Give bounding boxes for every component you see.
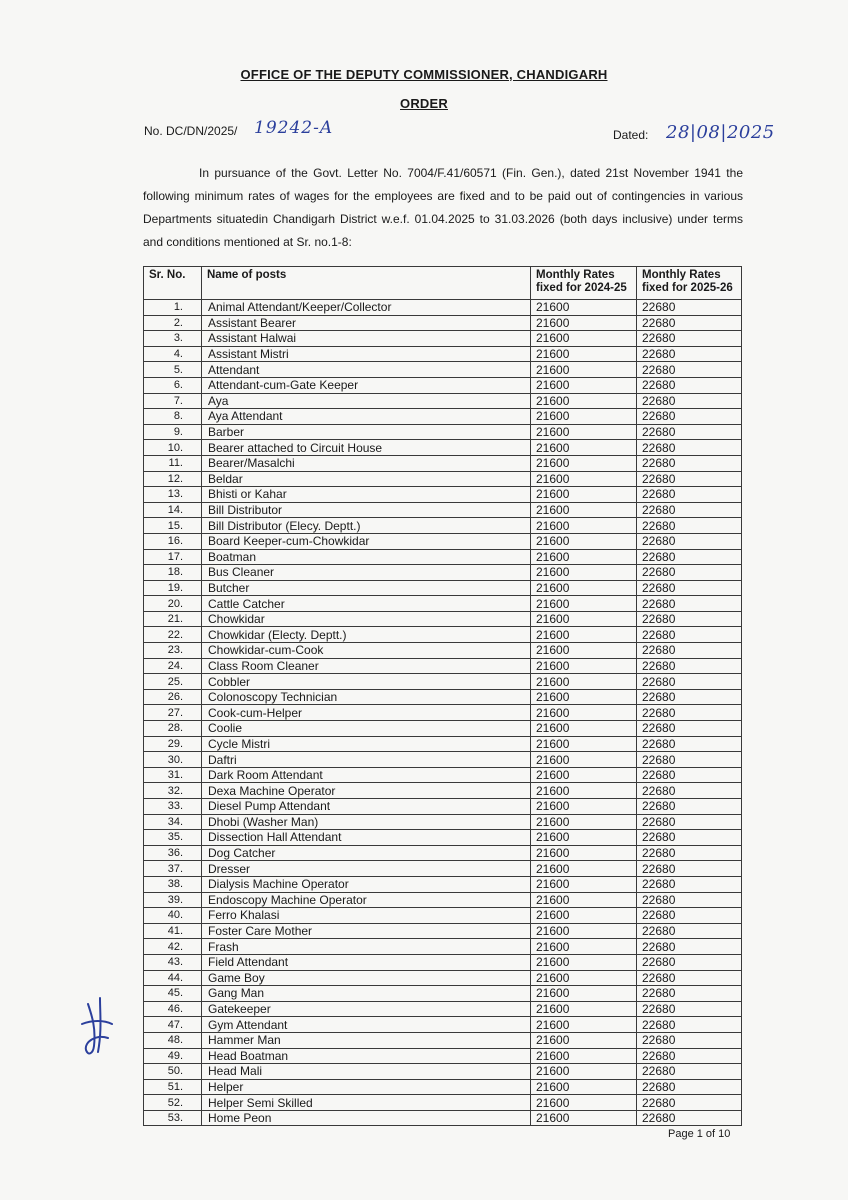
post-name-cell: Home Peon (202, 1110, 531, 1126)
table-row (144, 986, 742, 1002)
rate-2025-cell: 22680 (637, 627, 742, 643)
post-name-cell: Attendant (202, 362, 531, 378)
table-row (144, 1110, 742, 1126)
sr-cell: 52. (144, 1095, 202, 1111)
sr-cell: 16. (144, 533, 202, 549)
table-row (144, 783, 742, 799)
table-header-row (144, 267, 742, 300)
post-name-cell: Bill Distributor (202, 502, 531, 518)
post-name-cell: Dissection Hall Attendant (202, 830, 531, 846)
rate-2024-cell: 21600 (531, 908, 637, 924)
sr-cell: 3. (144, 331, 202, 347)
table-row (144, 658, 742, 674)
post-name-cell: Hammer Man (202, 1032, 531, 1048)
sr-cell: 28. (144, 721, 202, 737)
sr-cell: 47. (144, 1017, 202, 1033)
table-row (144, 611, 742, 627)
rate-2024-cell: 21600 (531, 736, 637, 752)
post-name-cell: Board Keeper-cum-Chowkidar (202, 533, 531, 549)
post-name-cell: Colonoscopy Technician (202, 689, 531, 705)
table-row (144, 580, 742, 596)
sr-cell: 32. (144, 783, 202, 799)
post-name-cell: Assistant Bearer (202, 315, 531, 331)
table-row (144, 300, 742, 316)
table-row (144, 845, 742, 861)
sr-cell: 18. (144, 565, 202, 581)
post-name-cell: Field Attendant (202, 954, 531, 970)
rate-2025-cell: 22680 (637, 393, 742, 409)
rate-2025-cell: 22680 (637, 658, 742, 674)
table-row (144, 923, 742, 939)
rate-2025-cell: 22680 (637, 596, 742, 612)
post-name-cell: Bhisti or Kahar (202, 487, 531, 503)
sr-cell: 26. (144, 689, 202, 705)
rate-2025-cell: 22680 (637, 736, 742, 752)
sr-cell: 13. (144, 487, 202, 503)
sr-cell: 21. (144, 611, 202, 627)
rate-2025-cell: 22680 (637, 986, 742, 1002)
rate-2024-cell: 21600 (531, 1079, 637, 1095)
date-handwritten: 28|08|2025 (666, 122, 775, 143)
post-name-cell: Beldar (202, 471, 531, 487)
rate-2024-cell: 21600 (531, 455, 637, 471)
rate-2024-cell: 21600 (531, 1032, 637, 1048)
rate-2024-cell: 21600 (531, 518, 637, 534)
rate-2025-cell: 22680 (637, 611, 742, 627)
table-row (144, 1064, 742, 1080)
table-row (144, 549, 742, 565)
table-row (144, 721, 742, 737)
rate-2025-cell: 22680 (637, 502, 742, 518)
table-row (144, 346, 742, 362)
sr-cell: 43. (144, 954, 202, 970)
rate-2025-cell: 22680 (637, 487, 742, 503)
post-name-cell: Gym Attendant (202, 1017, 531, 1033)
table-row (144, 1079, 742, 1095)
sr-cell: 50. (144, 1064, 202, 1080)
table-row (144, 908, 742, 924)
post-name-cell: Attendant-cum-Gate Keeper (202, 377, 531, 393)
signature-mark (78, 994, 118, 1064)
table-row (144, 643, 742, 659)
table-row (144, 471, 742, 487)
rate-2024-cell: 21600 (531, 876, 637, 892)
rate-2024-cell: 21600 (531, 487, 637, 503)
sr-cell: 30. (144, 752, 202, 768)
sr-cell: 39. (144, 892, 202, 908)
wage-rates-table (143, 266, 742, 1126)
rate-2024-cell: 21600 (531, 440, 637, 456)
table-body (144, 300, 742, 1126)
table-row (144, 377, 742, 393)
sr-cell: 31. (144, 767, 202, 783)
post-name-cell: Helper Semi Skilled (202, 1095, 531, 1111)
rate-2025-cell: 22680 (637, 923, 742, 939)
rate-2024-cell: 21600 (531, 1064, 637, 1080)
rate-2024-cell: 21600 (531, 1048, 637, 1064)
rate-2025-cell: 22680 (637, 1032, 742, 1048)
rate-2024-cell: 21600 (531, 346, 637, 362)
rate-2025-cell: 22680 (637, 908, 742, 924)
post-name-cell: Dog Catcher (202, 845, 531, 861)
rate-2024-cell: 21600 (531, 861, 637, 877)
rate-2025-cell: 22680 (637, 814, 742, 830)
rate-2025-cell: 22680 (637, 721, 742, 737)
post-name-cell: Head Boatman (202, 1048, 531, 1064)
sr-cell: 19. (144, 580, 202, 596)
table-row (144, 954, 742, 970)
table-row (144, 424, 742, 440)
sr-cell: 46. (144, 1001, 202, 1017)
rate-2025-cell: 22680 (637, 845, 742, 861)
post-name-cell: Helper (202, 1079, 531, 1095)
table-row (144, 752, 742, 768)
sr-cell: 23. (144, 643, 202, 659)
rate-2025-cell: 22680 (637, 1079, 742, 1095)
post-name-cell: Ferro Khalasi (202, 908, 531, 924)
post-name-cell: Dresser (202, 861, 531, 877)
col-header-rate-2024: Monthly Rates fixed for 2024-25 (531, 267, 637, 300)
post-name-cell: Cobbler (202, 674, 531, 690)
sr-cell: 9. (144, 424, 202, 440)
rate-2024-cell: 21600 (531, 643, 637, 659)
order-heading: ORDER (400, 96, 448, 111)
sr-cell: 7. (144, 393, 202, 409)
rate-2025-cell: 22680 (637, 362, 742, 378)
rate-2024-cell: 21600 (531, 767, 637, 783)
rate-2024-cell: 21600 (531, 502, 637, 518)
rate-2025-cell: 22680 (637, 861, 742, 877)
order-paragraph (143, 162, 743, 254)
col-header-sr: Sr. No. (144, 267, 202, 300)
post-name-cell: Aya Attendant (202, 409, 531, 425)
post-name-cell: Assistant Mistri (202, 346, 531, 362)
post-name-cell: Animal Attendant/Keeper/Collector (202, 300, 531, 316)
rate-2025-cell: 22680 (637, 970, 742, 986)
sr-cell: 20. (144, 596, 202, 612)
rate-2025-cell: 22680 (637, 799, 742, 815)
table-row (144, 799, 742, 815)
rate-2024-cell: 21600 (531, 565, 637, 581)
table-row (144, 939, 742, 955)
sr-cell: 48. (144, 1032, 202, 1048)
post-name-cell: Butcher (202, 580, 531, 596)
sr-cell: 25. (144, 674, 202, 690)
rate-2025-cell: 22680 (637, 377, 742, 393)
table-row (144, 409, 742, 425)
col-header-rate-2025: Monthly Rates fixed for 2025-26 (637, 267, 742, 300)
table-row (144, 876, 742, 892)
rate-2025-cell: 22680 (637, 767, 742, 783)
table-row (144, 315, 742, 331)
rate-2024-cell: 21600 (531, 799, 637, 815)
rate-2024-cell: 21600 (531, 845, 637, 861)
rate-2025-cell: 22680 (637, 783, 742, 799)
rate-2025-cell: 22680 (637, 705, 742, 721)
rate-2025-cell: 22680 (637, 1110, 742, 1126)
rate-2024-cell: 21600 (531, 721, 637, 737)
rate-2024-cell: 21600 (531, 1001, 637, 1017)
rate-2025-cell: 22680 (637, 409, 742, 425)
sr-cell: 34. (144, 814, 202, 830)
sr-cell: 11. (144, 455, 202, 471)
sr-cell: 45. (144, 986, 202, 1002)
rate-2024-cell: 21600 (531, 300, 637, 316)
post-name-cell: Assistant Halwai (202, 331, 531, 347)
table-row (144, 393, 742, 409)
sr-cell: 22. (144, 627, 202, 643)
rate-2025-cell: 22680 (637, 1095, 742, 1111)
sr-cell: 35. (144, 830, 202, 846)
table-row (144, 1048, 742, 1064)
rate-2025-cell: 22680 (637, 892, 742, 908)
post-name-cell: Head Mali (202, 1064, 531, 1080)
sr-cell: 42. (144, 939, 202, 955)
sr-cell: 2. (144, 315, 202, 331)
post-name-cell: Cattle Catcher (202, 596, 531, 612)
rate-2024-cell: 21600 (531, 611, 637, 627)
sr-cell: 24. (144, 658, 202, 674)
post-name-cell: Cook-cum-Helper (202, 705, 531, 721)
post-name-cell: Dark Room Attendant (202, 767, 531, 783)
rate-2024-cell: 21600 (531, 533, 637, 549)
table-row (144, 1032, 742, 1048)
rate-2024-cell: 21600 (531, 970, 637, 986)
table-row (144, 455, 742, 471)
post-name-cell: Chowkidar (202, 611, 531, 627)
table-row (144, 674, 742, 690)
rate-2024-cell: 21600 (531, 892, 637, 908)
rate-2025-cell: 22680 (637, 424, 742, 440)
post-name-cell: Game Boy (202, 970, 531, 986)
sr-cell: 33. (144, 799, 202, 815)
reference-number-handwritten: 19242-A (254, 118, 334, 138)
reference-number-label: No. DC/DN/2025/ (144, 124, 238, 138)
rate-2024-cell: 21600 (531, 954, 637, 970)
rate-2024-cell: 21600 (531, 362, 637, 378)
post-name-cell: Dhobi (Washer Man) (202, 814, 531, 830)
rate-2024-cell: 21600 (531, 939, 637, 955)
rate-2024-cell: 21600 (531, 830, 637, 846)
sr-cell: 12. (144, 471, 202, 487)
rate-2025-cell: 22680 (637, 643, 742, 659)
rate-2024-cell: 21600 (531, 1017, 637, 1033)
post-name-cell: Bearer attached to Circuit House (202, 440, 531, 456)
sr-cell: 37. (144, 861, 202, 877)
rate-2025-cell: 22680 (637, 1064, 742, 1080)
rate-2024-cell: 21600 (531, 315, 637, 331)
rate-2024-cell: 21600 (531, 705, 637, 721)
rate-2024-cell: 21600 (531, 814, 637, 830)
post-name-cell: Bus Cleaner (202, 565, 531, 581)
post-name-cell: Frash (202, 939, 531, 955)
rate-2025-cell: 22680 (637, 440, 742, 456)
col-header-name: Name of posts (202, 267, 531, 300)
rate-2024-cell: 21600 (531, 986, 637, 1002)
rate-2024-cell: 21600 (531, 752, 637, 768)
rate-2024-cell: 21600 (531, 658, 637, 674)
rate-2025-cell: 22680 (637, 752, 742, 768)
sr-cell: 44. (144, 970, 202, 986)
post-name-cell: Gatekeeper (202, 1001, 531, 1017)
post-name-cell: Aya (202, 393, 531, 409)
rate-2025-cell: 22680 (637, 300, 742, 316)
sr-cell: 27. (144, 705, 202, 721)
table-row (144, 892, 742, 908)
rate-2025-cell: 22680 (637, 565, 742, 581)
table-row (144, 814, 742, 830)
sr-cell: 40. (144, 908, 202, 924)
rate-2024-cell: 21600 (531, 783, 637, 799)
rate-2025-cell: 22680 (637, 674, 742, 690)
sr-cell: 51. (144, 1079, 202, 1095)
sr-cell: 49. (144, 1048, 202, 1064)
sr-cell: 36. (144, 845, 202, 861)
sr-cell: 53. (144, 1110, 202, 1126)
rate-2024-cell: 21600 (531, 674, 637, 690)
rate-2025-cell: 22680 (637, 689, 742, 705)
rate-2025-cell: 22680 (637, 954, 742, 970)
rate-2025-cell: 22680 (637, 518, 742, 534)
rate-2024-cell: 21600 (531, 377, 637, 393)
rate-2025-cell: 22680 (637, 1048, 742, 1064)
sr-cell: 5. (144, 362, 202, 378)
dated-label: Dated: (613, 128, 649, 142)
table-row (144, 565, 742, 581)
table-row (144, 440, 742, 456)
order-paragraph-text: In pursuance of the Govt. Letter No. 7004/F.41/60571 (Fin. Gen.), dated 21st November 1941 the following minimum rates of wages for the employees are fixed and to be paid out of contingencies in various Departments situatedin Chandigarh District w.e.f. 01.04.2025 to 31.03.2026 (both days inclusive) under terms and conditions mentioned at Sr. no.1-8: (143, 166, 743, 249)
table-row (144, 533, 742, 549)
post-name-cell: Dexa Machine Operator (202, 783, 531, 799)
rate-2025-cell: 22680 (637, 939, 742, 955)
page-number: Page 1 of 10 (668, 1128, 731, 1140)
rate-2025-cell: 22680 (637, 876, 742, 892)
table-row (144, 1017, 742, 1033)
rate-2024-cell: 21600 (531, 424, 637, 440)
sr-cell: 6. (144, 377, 202, 393)
rate-2025-cell: 22680 (637, 580, 742, 596)
sr-cell: 17. (144, 549, 202, 565)
rate-2025-cell: 22680 (637, 549, 742, 565)
rate-2025-cell: 22680 (637, 1001, 742, 1017)
sr-cell: 4. (144, 346, 202, 362)
post-name-cell: Boatman (202, 549, 531, 565)
sr-cell: 29. (144, 736, 202, 752)
post-name-cell: Daftri (202, 752, 531, 768)
sr-cell: 38. (144, 876, 202, 892)
table-row (144, 502, 742, 518)
rate-2024-cell: 21600 (531, 627, 637, 643)
sr-cell: 10. (144, 440, 202, 456)
rate-2024-cell: 21600 (531, 923, 637, 939)
table-row (144, 830, 742, 846)
rate-2024-cell: 21600 (531, 1110, 637, 1126)
table-row (144, 1095, 742, 1111)
table-row (144, 487, 742, 503)
post-name-cell: Gang Man (202, 986, 531, 1002)
sr-cell: 1. (144, 300, 202, 316)
rate-2025-cell: 22680 (637, 1017, 742, 1033)
post-name-cell: Foster Care Mother (202, 923, 531, 939)
rate-2024-cell: 21600 (531, 409, 637, 425)
rate-2024-cell: 21600 (531, 1095, 637, 1111)
table-row (144, 689, 742, 705)
sr-cell: 15. (144, 518, 202, 534)
rate-2024-cell: 21600 (531, 580, 637, 596)
table-row (144, 627, 742, 643)
post-name-cell: Endoscopy Machine Operator (202, 892, 531, 908)
table-row (144, 970, 742, 986)
sr-cell: 41. (144, 923, 202, 939)
rate-2025-cell: 22680 (637, 346, 742, 362)
post-name-cell: Cycle Mistri (202, 736, 531, 752)
sr-cell: 8. (144, 409, 202, 425)
rate-2024-cell: 21600 (531, 393, 637, 409)
table-row (144, 767, 742, 783)
post-name-cell: Diesel Pump Attendant (202, 799, 531, 815)
table-row (144, 518, 742, 534)
rate-2024-cell: 21600 (531, 689, 637, 705)
table-row (144, 596, 742, 612)
rate-2024-cell: 21600 (531, 471, 637, 487)
table-row (144, 362, 742, 378)
post-name-cell: Chowkidar (Electy. Deptt.) (202, 627, 531, 643)
table-row (144, 331, 742, 347)
table-row (144, 861, 742, 877)
rate-2025-cell: 22680 (637, 455, 742, 471)
rate-2025-cell: 22680 (637, 471, 742, 487)
table-row (144, 1001, 742, 1017)
rate-2024-cell: 21600 (531, 549, 637, 565)
rate-2024-cell: 21600 (531, 331, 637, 347)
table-row (144, 705, 742, 721)
post-name-cell: Chowkidar-cum-Cook (202, 643, 531, 659)
post-name-cell: Dialysis Machine Operator (202, 876, 531, 892)
post-name-cell: Barber (202, 424, 531, 440)
rate-2025-cell: 22680 (637, 533, 742, 549)
post-name-cell: Bearer/Masalchi (202, 455, 531, 471)
office-heading: OFFICE OF THE DEPUTY COMMISSIONER, CHANDIGARH (240, 67, 608, 82)
table-row (144, 736, 742, 752)
post-name-cell: Coolie (202, 721, 531, 737)
sr-cell: 14. (144, 502, 202, 518)
rate-2024-cell: 21600 (531, 596, 637, 612)
rate-2025-cell: 22680 (637, 830, 742, 846)
rate-2025-cell: 22680 (637, 331, 742, 347)
post-name-cell: Bill Distributor (Elecy. Deptt.) (202, 518, 531, 534)
post-name-cell: Class Room Cleaner (202, 658, 531, 674)
rate-2025-cell: 22680 (637, 315, 742, 331)
